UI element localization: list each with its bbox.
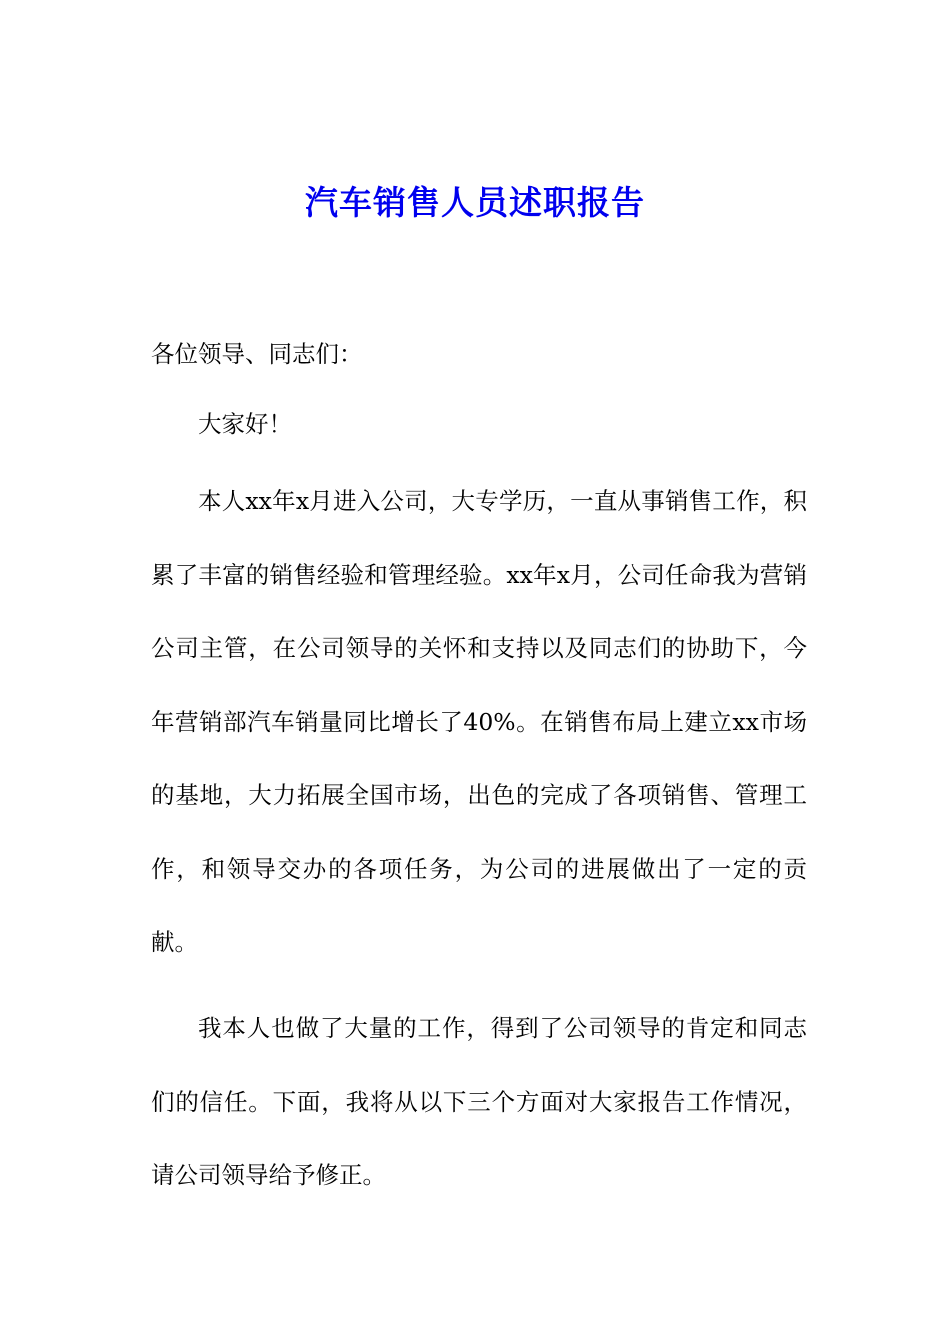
- paragraph-greeting: 大家好！: [198, 410, 292, 438]
- salutation: 各位领导、同志们：: [151, 340, 363, 368]
- paragraph-overview: 我本人也做了大量的工作，得到了公司领导的肯定和同志们的信任。下面，我将从以下三个方面对大家报告工作情况，请公司领导给予修正。: [151, 1014, 807, 1189]
- paragraph-introduction: 本人xx年x月进入公司，大专学历，一直从事销售工作，积累了丰富的销售经验和管理经验。xx年x月，公司任命我为营销公司主管，在公司领导的关怀和支持以及同志们的协助下，今年营销部汽车销量同比增长了40%。在销售布局上建立xx市场的基地，大力拓展全国市场，出色的完成了各项销售、管理工作，和领导交办的各项任务，为公司的进展做出了一定的贡献。: [151, 487, 807, 956]
- document-title: 汽车销售人员述职报告: [305, 183, 645, 222]
